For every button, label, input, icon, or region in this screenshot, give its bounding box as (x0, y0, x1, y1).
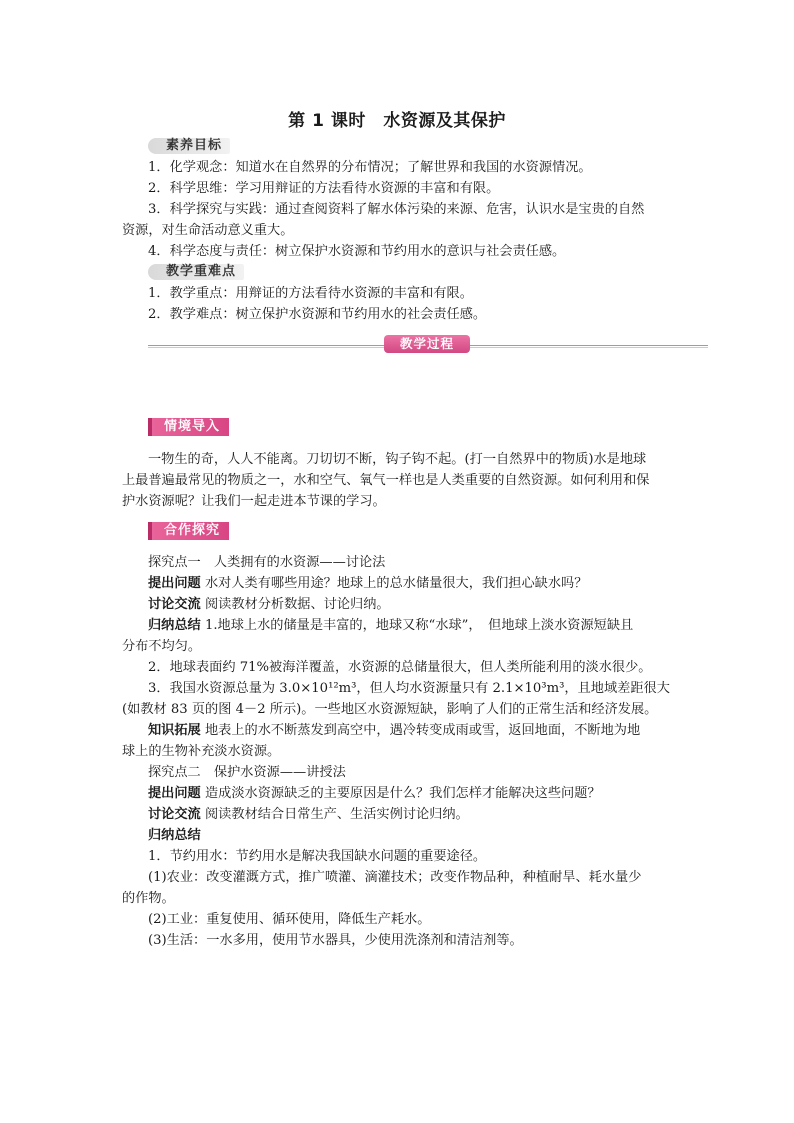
q2-text: 造成淡水资源缺乏的主要原因是什么？我们怎样才能解决这些问题？ (200, 786, 601, 801)
point2-title: 探究点二 保护水资源——讲授法 (148, 765, 346, 780)
explore-heading: 合作探究 (148, 522, 229, 540)
key-point-item: 1．教学重点：用辩证的方法看待水资源的丰富和有限。 (148, 286, 473, 301)
process-heading: 教学过程 (384, 335, 470, 353)
d1-line (148, 595, 708, 615)
s1-item3-cont: (如教材 83 页的图 4－2 所示)。一些地区水资源短缺，影响了人们的正常生活和经济发展。 (122, 702, 658, 717)
d2-line (148, 805, 708, 825)
d2-label: 讨论交流 (148, 807, 201, 822)
goal-item: 2．科学思维：学习用辩证的方法看待水资源的丰富和有限。 (148, 181, 500, 196)
ext-text: 地表上的水不断蒸发到高空中，遇冷转变成雨或雪，返回地面，不断地为地 (200, 723, 641, 738)
s1-text: 1.地球上水的储量是丰富的，地球又称“水球”， 但地球上淡水资源短缺且 (200, 618, 634, 633)
key-points-heading: 教学重难点 (148, 264, 244, 280)
goal-item: 3．科学探究与实践：通过查阅资料了解水体污染的来源、危害，认识水是宝贵的自然 (148, 202, 645, 217)
s2-ind: (2)工业：重复使用、循环使用，降低生产耗水。 (148, 912, 431, 927)
point1-title: 探究点一 人类拥有的水资源——讨论法 (148, 555, 386, 570)
goals-heading: 素养目标 (148, 138, 230, 154)
ext-cont: 球上的生物补充淡水资源。 (122, 744, 281, 759)
page-title: 第 1 课时 水资源及其保护 (288, 111, 506, 131)
s2-label: 归纳总结 (148, 828, 201, 843)
goal-item: 1．化学观念：知道水在自然界的分布情况；了解世界和我国的水资源情况。 (148, 160, 592, 175)
q1-label: 提出问题 (148, 576, 201, 591)
s1-line (148, 616, 708, 636)
d1-label: 讨论交流 (148, 597, 201, 612)
intro-line: 上最普遍最常见的物质之一，水和空气、氧气一样也是人类重要的自然资源。如何利用和保 (122, 473, 650, 488)
q1-text: 水对人类有哪些用途？地球上的总水储量很大，我们担心缺水吗？ (200, 576, 588, 591)
d1-text: 阅读教材分析数据、讨论归纳。 (200, 597, 390, 612)
s1-label: 归纳总结 (148, 618, 201, 633)
q2-label: 提出问题 (148, 786, 201, 801)
s1-item3: 3．我国水资源总量为 3.0×10¹²m³，但人均水资源量只有 2.1×10³m³，且地域差距很大 (148, 681, 670, 696)
intro-line: 护水资源呢？让我们一起走进本节课的学习。 (122, 494, 386, 509)
s1-item2: 2．地球表面约 71%被海洋覆盖，水资源的总储量很大，但人类所能利用的淡水很少。 (148, 660, 652, 675)
ext-line (148, 721, 708, 741)
intro-heading: 情境导入 (148, 418, 229, 436)
q2-line (148, 784, 708, 804)
s2-agri: (1)农业：改变灌溉方式，推广喷灌、滴灌技术；改变作物品种，种植耐旱、耗水量少 (148, 870, 642, 885)
d2-text: 阅读教材结合日常生产、生活实例讨论归纳。 (200, 807, 469, 822)
q1-line (148, 574, 708, 594)
s2-life: (3)生活：一水多用，使用节水器具，少使用洗涤剂和清洁剂等。 (148, 933, 523, 948)
s2-line (148, 826, 708, 846)
ext-label: 知识拓展 (148, 723, 201, 738)
key-point-item: 2．教学难点：树立保护水资源和节约用水的社会责任感。 (148, 307, 487, 322)
goal-item: 4．科学态度与责任：树立保护水资源和节约用水的意识与社会责任感。 (148, 244, 566, 259)
intro-line: 一物生的奇，人人不能离。刀切切不断，钩子钩不起。(打一自然界中的物质)水是地球 (148, 452, 647, 467)
s2-agri-cont: 的作物。 (122, 891, 175, 906)
s1-cont: 分布不均匀。 (122, 639, 202, 654)
s2-item1: 1．节约用水：节约用水是解决我国缺水问题的重要途径。 (148, 849, 487, 864)
goal-item-cont: 资源，对生命活动意义重大。 (122, 223, 294, 238)
